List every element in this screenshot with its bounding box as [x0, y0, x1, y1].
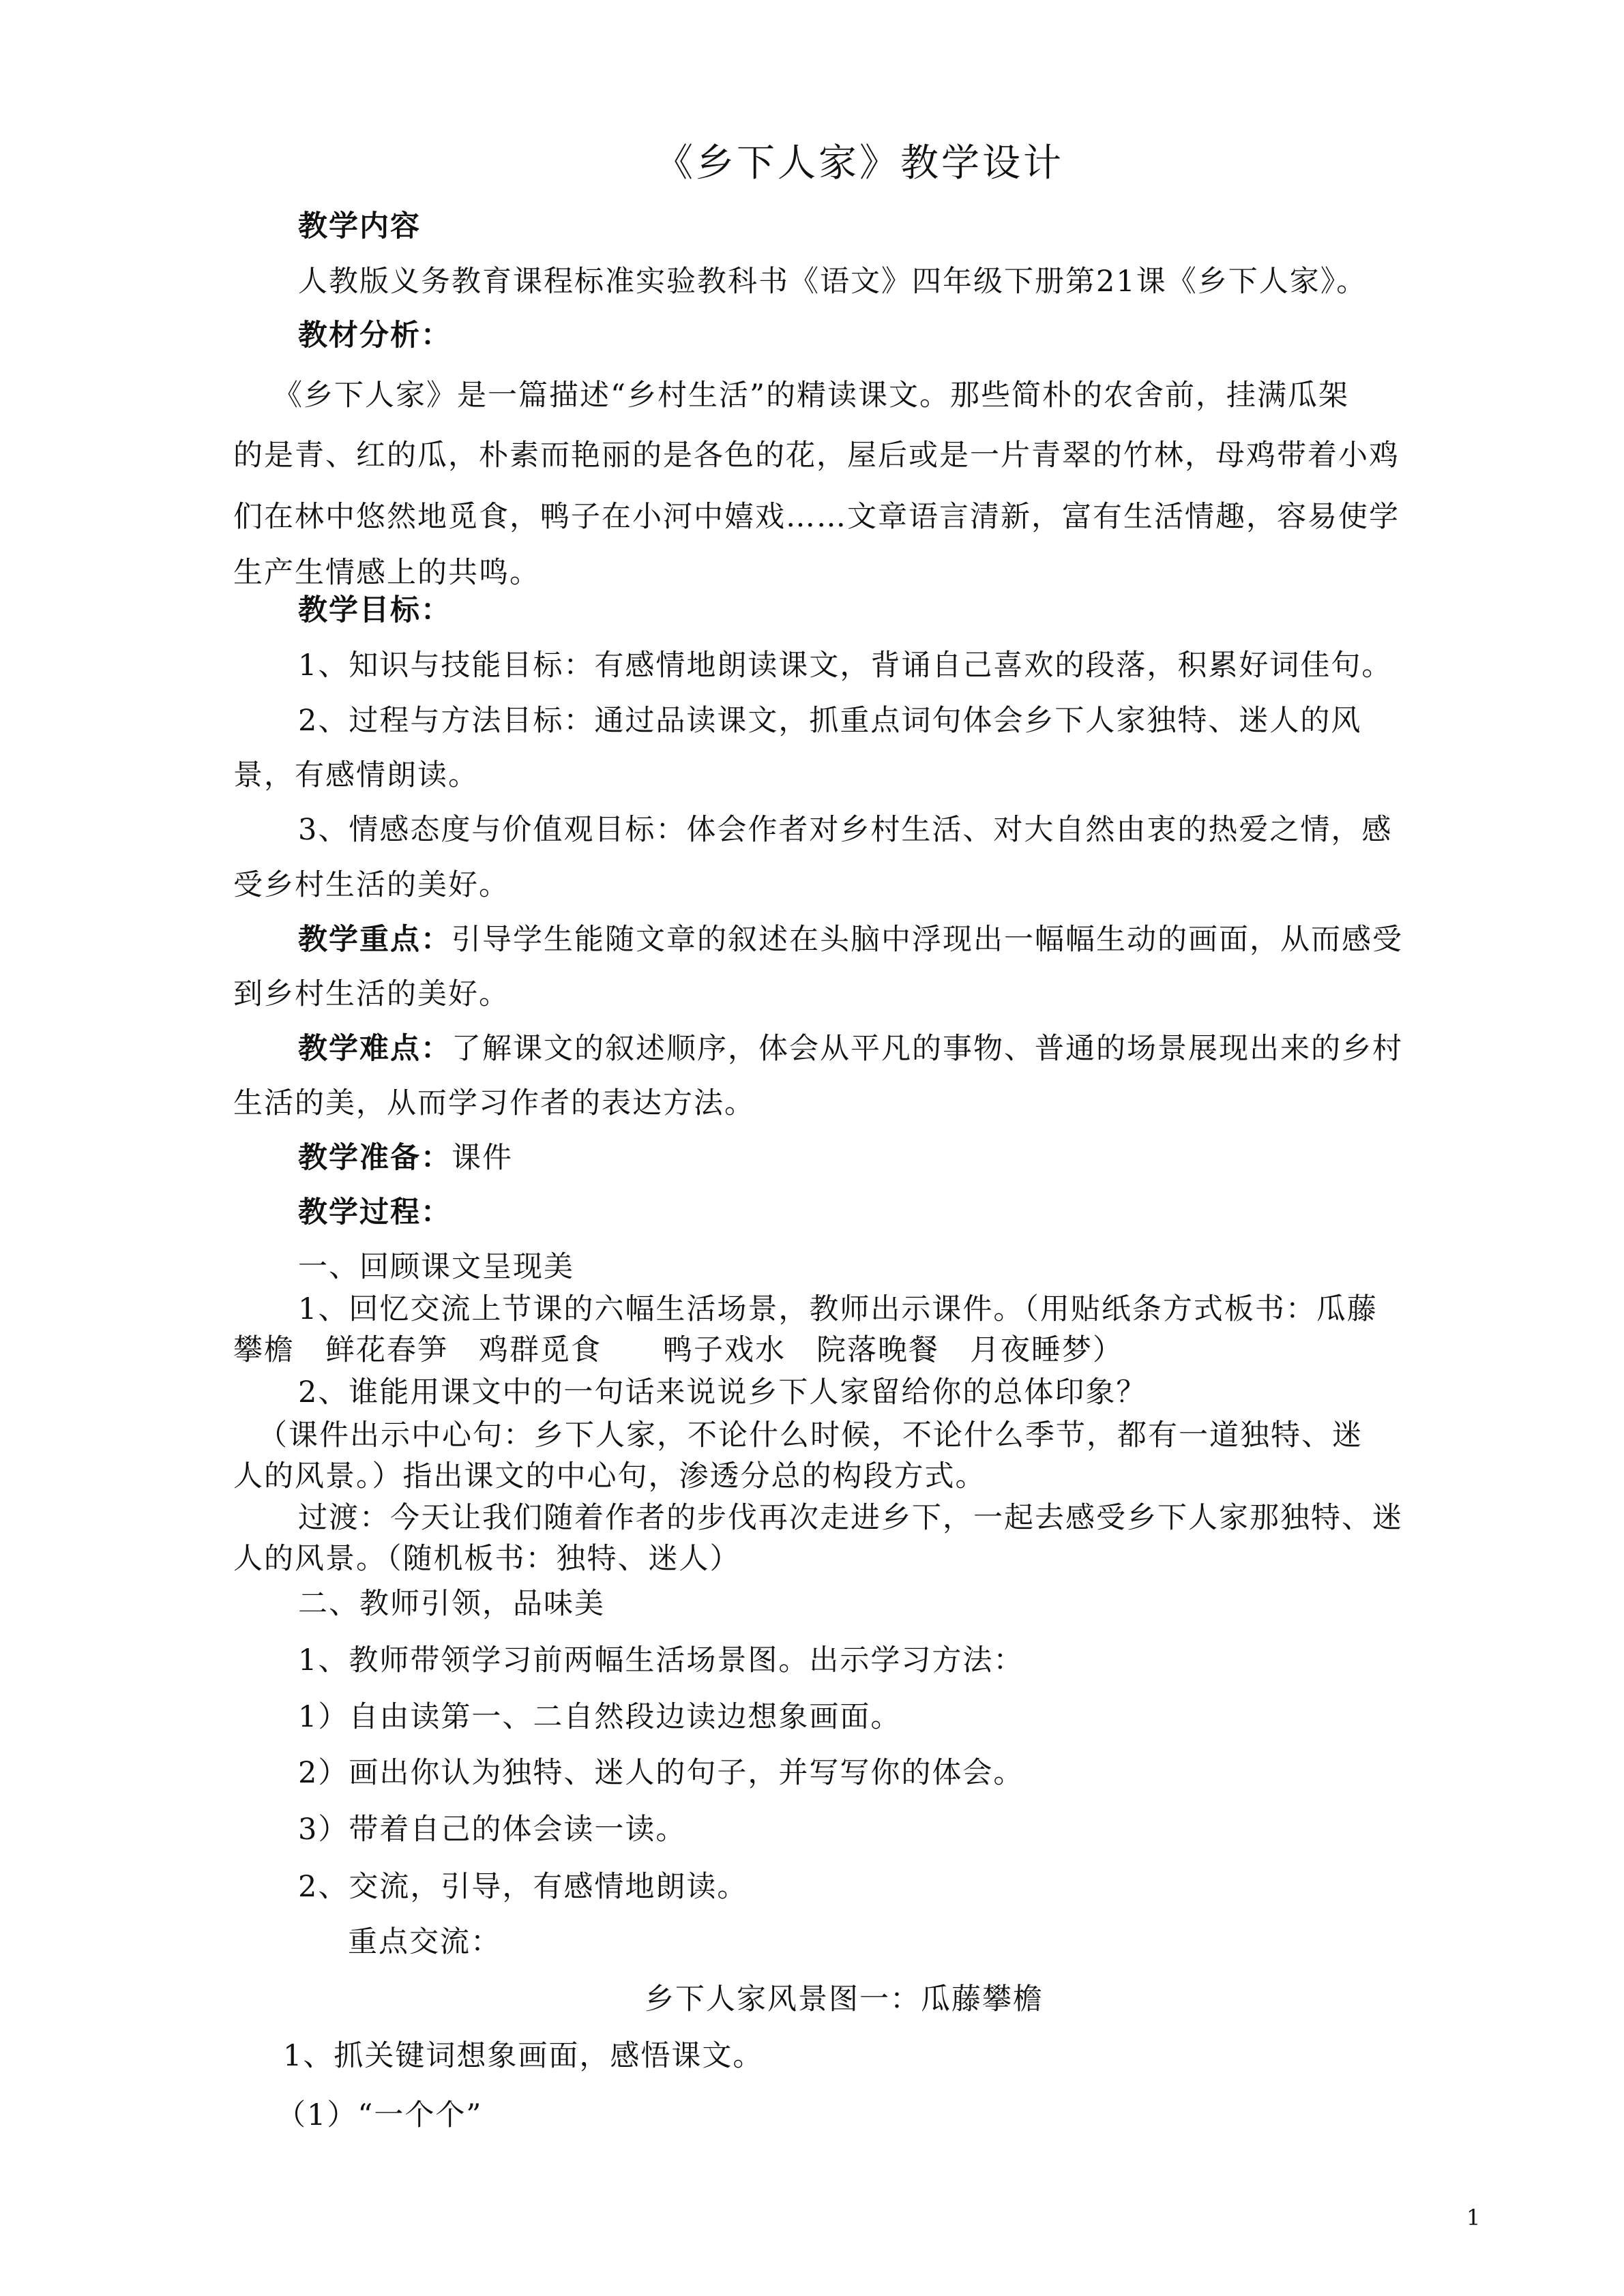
goal-3-line-1: 3、情感态度与价值观目标：体会作者对乡村生活、对大自然由衷的热爱之情，感: [298, 813, 1393, 847]
section-1-p2: 2、谁能用课文中的一句话来说说乡下人家留给你的总体印象？: [298, 1375, 1147, 1410]
heading-goals: 教学目标：: [298, 593, 452, 627]
scene-1-title: 乡下人家风景图一：瓜藤攀檐: [645, 1982, 1044, 2016]
difficulty-line-2: 生活的美，从而学习作者的表达方法。: [233, 1086, 755, 1120]
section-1-title: 一、回顾课文呈现美: [298, 1250, 574, 1284]
section-2-method-2: 2）画出你认为独特、迷人的句子，并写写你的体会。: [298, 1756, 1024, 1790]
key-point-line-1: [298, 919, 1403, 960]
section-1-p3-line-2: 人的风景。）指出课文的中心句，渗透分总的构段方式。: [233, 1459, 986, 1493]
section-2-method-1: 1）自由读第一、二自然段边读边想象画面。: [298, 1700, 902, 1734]
preparation-label: 教学准备：: [298, 1141, 452, 1175]
document-title: 《乡下人家》教学设计: [655, 141, 1064, 185]
scene-1-p2: （1）“一个个”: [276, 2098, 483, 2132]
difficulty-line-1: [298, 1028, 1403, 1069]
section-2-p1: 1、教师带领学习前两幅生活场景图。出示学习方法：: [298, 1643, 1024, 1678]
heading-content: 教学内容: [298, 209, 421, 243]
heading-process: 教学过程：: [298, 1195, 452, 1229]
section-1-p4-line-1: 过渡：今天让我们随着作者的步伐再次走进乡下，一起去感受乡下人家那独特、迷: [298, 1501, 1403, 1535]
content-text: 人教版义务教育课程标准实验教科书《语文》四年级下册第21课《乡下人家》。: [298, 265, 1368, 299]
goal-2-line-1: 2、过程与方法目标：通过品读课文，抓重点词句体会乡下人家独特、迷人的风: [298, 704, 1362, 738]
analysis-line-1: 《乡下人家》是一篇描述“乡村生活”的精读课文。那些简朴的农舍前，挂满瓜架: [273, 378, 1349, 413]
key-point-label: 教学重点：: [298, 923, 452, 957]
key-point-line-2: 到乡村生活的美好。: [233, 977, 510, 1011]
difficulty-label: 教学难点：: [298, 1032, 452, 1066]
section-1-p3-line-1: （课件出示中心句：乡下人家，不论什么时候，不论什么季节，都有一道独特、迷: [258, 1418, 1363, 1452]
analysis-line-3: 们在林中悠然地觅食，鸭子在小河中嬉戏……文章语言清新，富有生活情趣，容易使学: [233, 500, 1400, 534]
preparation-text: 课件: [452, 1141, 513, 1175]
goal-3-line-2: 受乡村生活的美好。: [233, 868, 510, 902]
goal-1: 1、知识与技能目标：有感情地朗读课文，背诵自己喜欢的段落，积累好词佳句。: [298, 648, 1393, 683]
section-1-p1-line-2: 攀檐 鲜花春笋 鸡群觅食 鸭子戏水 院落晚餐 月夜睡梦）: [233, 1333, 1123, 1367]
key-point-text: 引导学生能随文章的叙述在头脑中浮现出一幅幅生动的画面，从而感受: [452, 923, 1403, 957]
section-2-focus: 重点交流：: [348, 1925, 501, 1959]
scene-1-p1: 1、抓关键词想象画面，感悟课文。: [283, 2039, 764, 2073]
goal-2-line-2: 景，有感情朗读。: [233, 758, 479, 792]
preparation-line: [298, 1137, 513, 1178]
section-1-p1-line-1: 1、回忆交流上节课的六幅生活场景，教师出示课件。（用贴纸条方式板书：瓜藤: [298, 1292, 1378, 1326]
page-number: 1: [1466, 2205, 1481, 2231]
section-2-title: 二、教师引领，品味美: [298, 1587, 605, 1621]
section-1-p4-line-2: 人的风景。（随机板书：独特、迷人）: [233, 1542, 741, 1576]
heading-analysis: 教材分析：: [298, 318, 452, 353]
section-2-p2: 2、交流，引导，有感情地朗读。: [298, 1870, 748, 1904]
analysis-line-2: 的是青、红的瓜，朴素而艳丽的是各色的花，屋后或是一片青翠的竹林，母鸡带着小鸡: [233, 438, 1400, 473]
analysis-line-4: 生产生情感上的共鸣。: [233, 556, 540, 590]
difficulty-text: 了解课文的叙述顺序，体会从平凡的事物、普通的场景展现出来的乡村: [452, 1032, 1403, 1066]
section-2-method-3: 3）带着自己的体会读一读。: [298, 1813, 687, 1847]
